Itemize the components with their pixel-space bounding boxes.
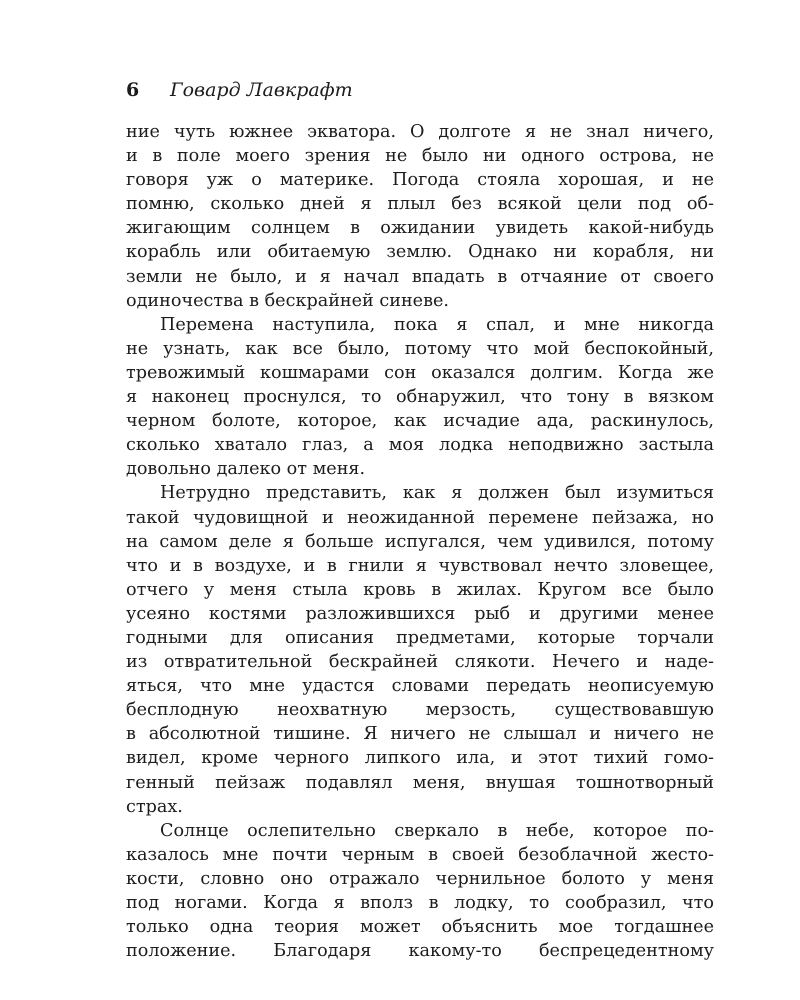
text-line: страх. bbox=[126, 796, 183, 817]
text-line: бесплодную неохватную мерзость, существовавшую bbox=[126, 700, 714, 721]
text-line: видел, кроме черного липкого ила, и этот тихий гомо- bbox=[126, 748, 714, 769]
text-line: я наконец проснулся, то обнаружил, что тону в вязком bbox=[126, 387, 714, 408]
text-line: положение. Благодаря какому-то беспрецедентному bbox=[126, 941, 714, 962]
text-line: и в поле моего зрения не было ни одного острова, не bbox=[126, 146, 714, 167]
text-line: довольно далеко от меня. bbox=[126, 459, 366, 480]
text-line: на самом деле я больше испугался, чем удивился, потому bbox=[126, 531, 714, 552]
text-line: яться, что мне удастся словами передать неописуемую bbox=[126, 676, 714, 697]
page-number: 6 bbox=[126, 79, 140, 101]
text-line: из отвратительной бескрайней слякоти. Нечего и наде- bbox=[126, 652, 714, 673]
text-line: отчего у меня стыла кровь в жилах. Кругом все было bbox=[126, 579, 714, 600]
page-header bbox=[126, 78, 353, 102]
text-line: земли не было, и я начал впадать в отчаяние от своего bbox=[126, 266, 714, 287]
text-line: такой чудовищной и неожиданной перемене пейзажа, но bbox=[126, 507, 714, 528]
running-title: Говард Лавкрафт bbox=[170, 79, 353, 101]
text-line: годными для описания предметами, которые торчали bbox=[126, 627, 714, 648]
text-line: в абсолютной тишине. Я ничего не слышал и ничего не bbox=[126, 724, 714, 745]
text-line: говоря уж о материке. Погода стояла хорошая, и не bbox=[126, 170, 714, 191]
text-line: генный пейзаж подавлял меня, внушая тошнотворный bbox=[126, 772, 714, 793]
text-line: тревожимый кошмарами сон оказался долгим. Когда же bbox=[126, 362, 714, 383]
text-line: под ногами. Когда я вполз в лодку, то сообразил, что bbox=[126, 893, 714, 913]
text-line: корабль или обитаемую землю. Однако ни корабля, ни bbox=[126, 242, 714, 263]
text-line: Нетрудно представить, как я должен был изумиться bbox=[160, 483, 714, 504]
text-line: помню, сколько дней я плыл без всякой цели под об- bbox=[126, 194, 714, 215]
text-line: Перемена наступила, пока я спал, и мне никогда bbox=[160, 314, 714, 335]
text-line: что и в воздухе, и в гнили я чувствовал нечто зловещее, bbox=[126, 555, 714, 576]
text-line: одиночества в бескрайней синеве. bbox=[126, 290, 450, 311]
text-line: черном болоте, которое, как исчадие ада, раскинулось, bbox=[126, 411, 714, 432]
text-line: только одна теория может объяснить мое тогдашнее bbox=[126, 917, 714, 938]
text-line: не узнать, как все было, потому что мой беспокойный, bbox=[126, 338, 714, 359]
text-line: ние чуть южнее экватора. О долготе я не знал ничего, bbox=[126, 122, 714, 142]
text-line: казалось мне почти черным в своей безоблачной жесто- bbox=[126, 844, 714, 865]
body-text bbox=[126, 120, 714, 963]
text-line: кости, словно оно отражало чернильное болото у меня bbox=[126, 868, 714, 889]
text-line: сколько хватало глаз, а моя лодка неподвижно застыла bbox=[126, 435, 714, 456]
text-line: Солнце ослепительно сверкало в небе, которое по- bbox=[160, 820, 714, 841]
text-line: усеяно костями разложившихся рыб и другими менее bbox=[126, 603, 714, 624]
text-line: жигающим солнцем в ожидании увидеть какой-нибудь bbox=[126, 218, 714, 239]
